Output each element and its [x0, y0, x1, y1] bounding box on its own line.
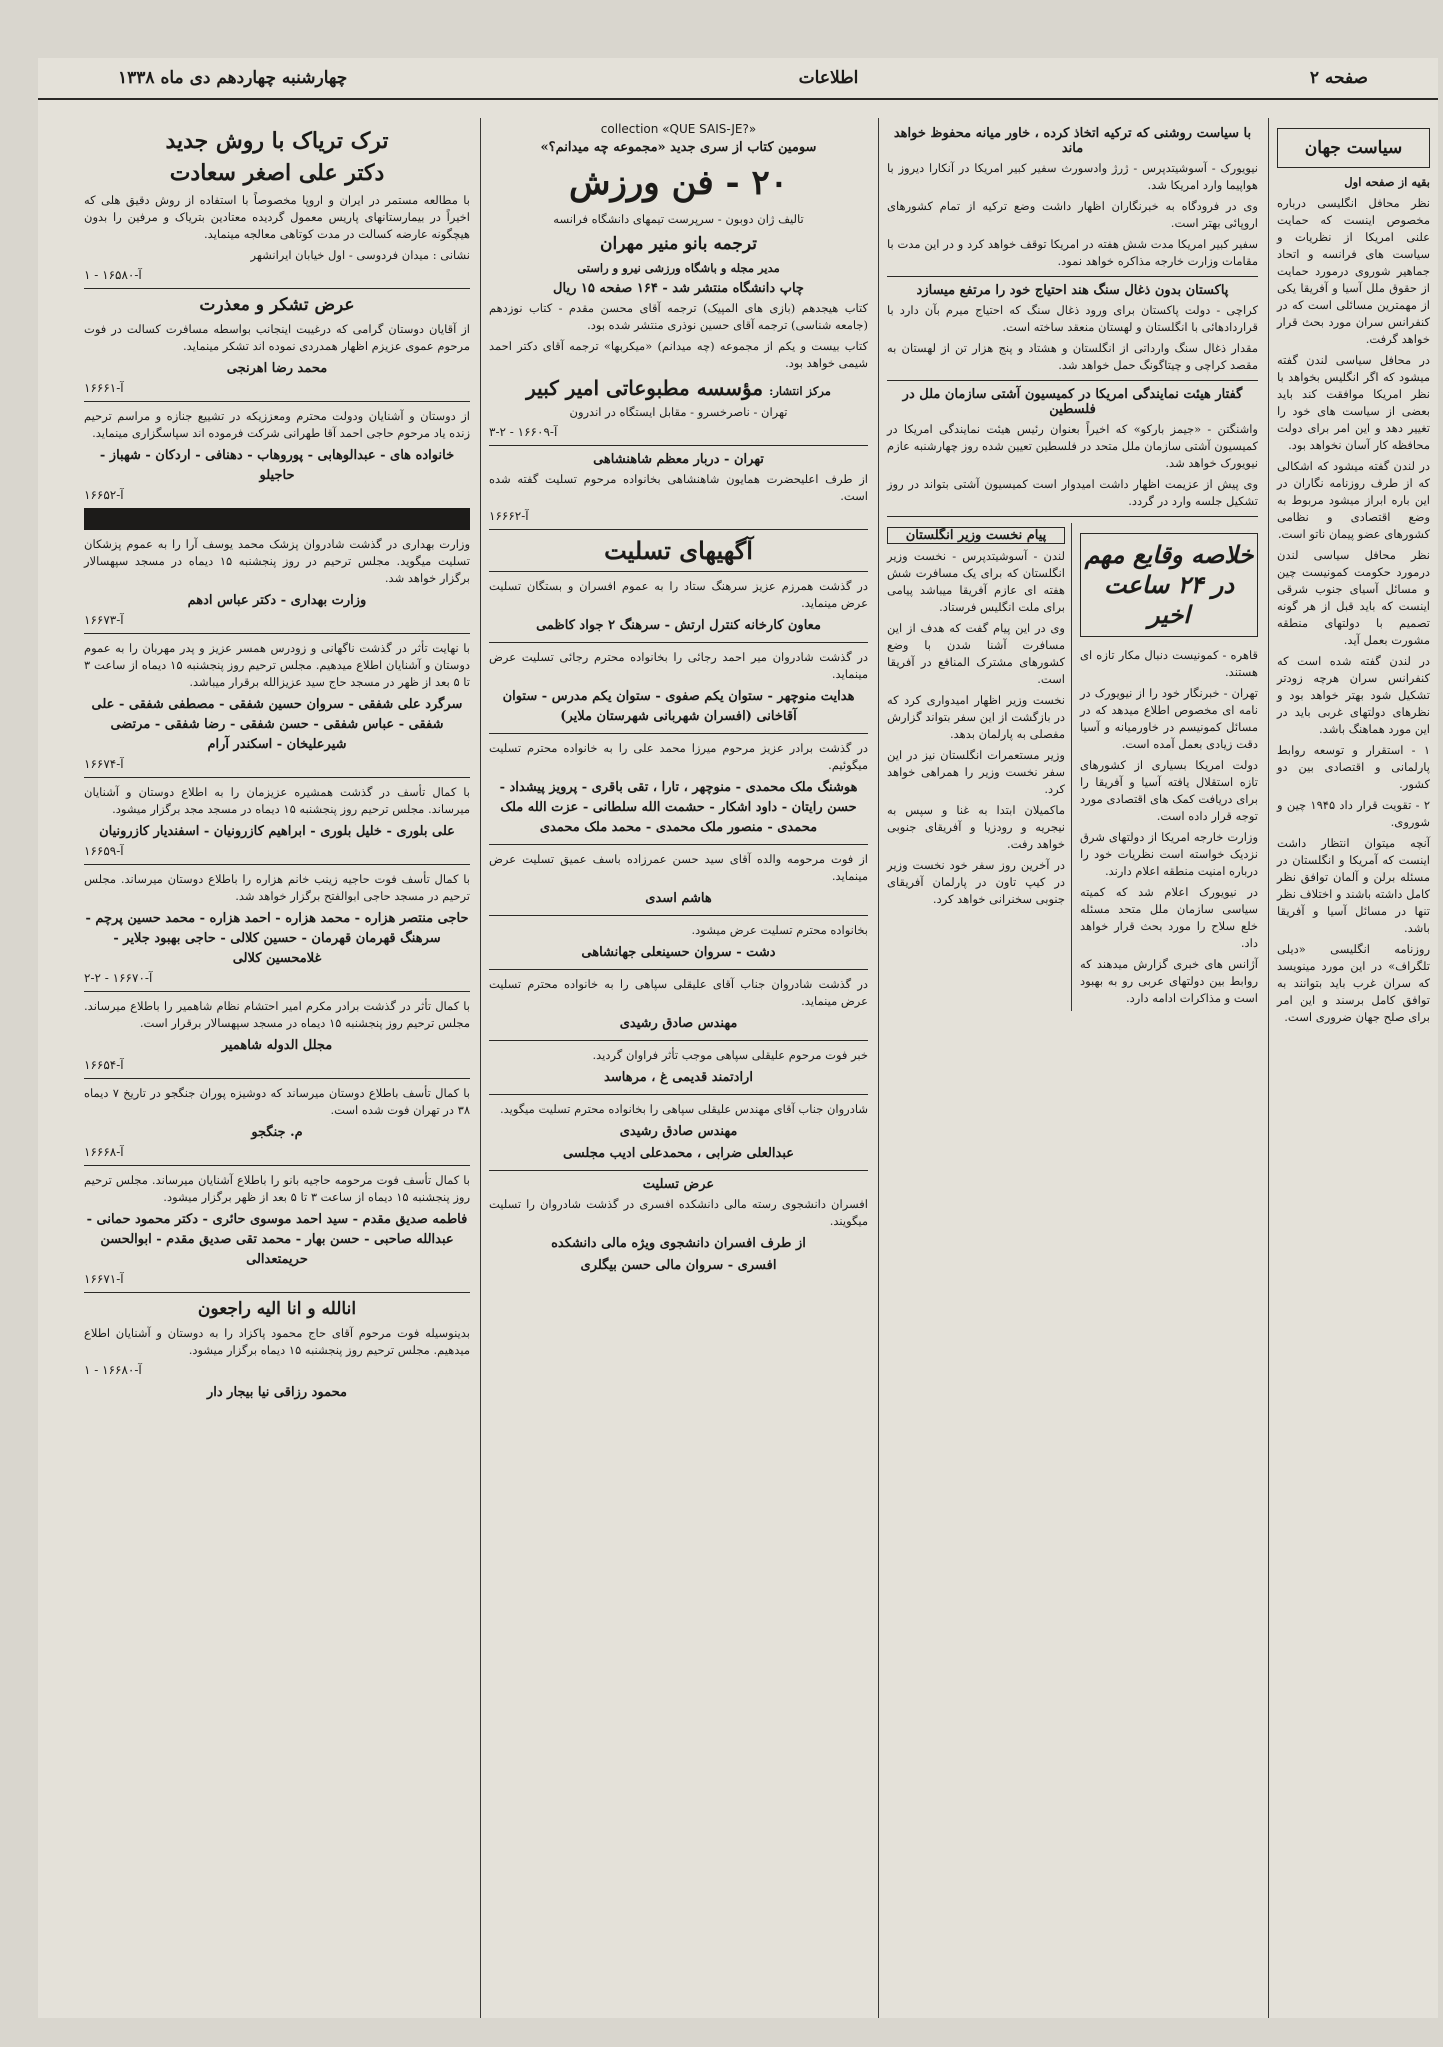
politics-title: سیاست جهان	[1304, 138, 1403, 158]
politics-paragraph: آنچه میتوان انتظار داشت اینست که آمریکا و انگلستان در مسئله برلن و آلمان توافق نظر کامل داشته باشند و اختلاف نظر تنها در مسائل آسیا و آفریقا باشد.	[1277, 836, 1430, 935]
divider	[489, 1170, 868, 1171]
politics-paragraph: در لندن گفته میشود که اشکالی که از طرف روزنامه نگاران در این باره ابراز میشود مربوط به وضع اقتصادی و نظامی کشورهای عضو پیمان ناتو است.	[1277, 459, 1430, 541]
divider	[84, 991, 470, 992]
divider	[84, 633, 470, 634]
ad-code: آ-۱۶۶۷۰ - ۲-۲	[84, 971, 153, 985]
divider	[84, 401, 470, 402]
condolence-text: از فوت مرحومه والده آقای سید حسن عمرزاده باسف عمیق تسلیت عرض مینماید.	[489, 852, 868, 883]
news-lower-right	[1080, 523, 1258, 1011]
ad-code: آ-۱۶۶۶۲	[489, 509, 529, 523]
book-note: کتاب هیجدهم (بازی های المپیک) ترجمه آقای محسن مقدم - کتاب نوزدهم (جامعه شناسی) ترجمه آقای حسین نوذری منتشر شده بود.	[489, 301, 868, 332]
notice-names: حاجی منتصر هزاره - محمد هزاره - احمد هزاره - محمد حسین پرچم - سرهنگ قهرمان قهرمان - حسین کلالی - حاجی بهبود جلایر - غلامحسین کلالی	[85, 911, 469, 966]
ad-code: آ-۱۶۶۵۹	[84, 844, 124, 858]
condolence-text: در گذشت شادروان جناب آقای علیقلی سپاهی را به خانواده محترم تسلیت عرض مینماید.	[489, 977, 868, 1008]
book-translator: ترجمه بانو منیر مهران	[599, 234, 758, 254]
ad-code: آ-۱۶۶۵۴	[84, 1058, 124, 1072]
paper-name: اطلاعات	[798, 68, 859, 88]
notice-title: انالله و انا الیه راجعون	[197, 1299, 357, 1319]
politics-paragraph: نظر محافل سیاسی لندن درمورد حکومت کمونیست چین و مسائل آسیای جنوب شرقی اینست که باید قبل از هر گونه تصمیم با دولتهای منطقه مشورت بعمل آید.	[1277, 548, 1430, 647]
condolence-section-title: آگهیهای تسلیت	[604, 536, 753, 565]
news-paragraph: مقدار ذغال سنگ وارداتی از انگلستان و هشتاد و پنج هزار تن از لهستان به مقصد کراچی و چیتاگونگ حمل خواهد شد.	[887, 341, 1258, 372]
opium-ad-title: ترک تریاک با روش جدید	[165, 128, 389, 154]
ad-code: آ-۱۶۶۶۸	[84, 1145, 124, 1159]
divider	[887, 276, 1258, 277]
divider	[84, 777, 470, 778]
ad-code: آ-۱۶۵۸۰ - ۱	[84, 268, 142, 282]
news-paragraph: لندن - آسوشیتدپرس - نخست وزیر انگلستان که برای یک مسافرت شش هفته ای عازم آفریقا میباشد پیامی برای ملت انگلیس فرستاد.	[887, 549, 1065, 614]
headline-uk-pm: پیام نخست وزیر انگلستان	[887, 527, 1065, 544]
notice-names: سرگرد علی شفقی - سروان حسین شفقی - مصطفی شفقی - علی شفقی - عباس شفقی - حسن شفقی - رضا شفقی - مرتضی شیرعلیخان - اسکندر آرام	[91, 697, 463, 752]
summary-paragraph: دولت امریکا بسیاری از کشورهای تازه استقلال یافته آسیا و آفریقا را برای دریافت کمک های اقتصادی مورد توجه قرار داده است.	[1080, 758, 1258, 823]
news-paragraph: وی در این پیام گفت که هدف از این مسافرت آشنا شدن با وضع کشورهای مشترک المنافع در آفریقا است.	[887, 621, 1065, 686]
news-paragraph: سفیر کبیر امریکا مدت شش هفته در امریکا توقف خواهد کرد و در این مدت با مقامات وزارت خارجه مذاکره خواهد نمود.	[887, 237, 1258, 268]
book-series: سومین کتاب از سری جدید «مجموعه چه میدانم؟»	[540, 140, 817, 155]
signature: افسری - سروان مالی حسن بیگلری	[580, 1258, 777, 1273]
opium-ad-address: نشانی : میدان فردوسی - اول خیابان ایرانشهر	[250, 248, 470, 262]
issue-date: چهارشنبه چهاردهم دی ماه ۱۳۳۸	[118, 68, 348, 88]
summary-paragraph: وزارت خارجه امریکا از دولتهای شرق نزدیک خواسته است نظریات خود را درباره امنیت منطقه اعلام دارند.	[1080, 830, 1258, 878]
divider	[84, 1292, 470, 1293]
divider	[84, 288, 470, 289]
thanks-title: عرض تسلیت	[642, 1177, 715, 1192]
summary-paragraph: قاهره - کمونیست دنبال مکار تازه ای هستند.	[1080, 648, 1258, 679]
book-title: ۲۰ - فن ورزش	[568, 163, 789, 203]
notice-signature: محمود رزاقی نیا بیجار دار	[206, 1385, 348, 1400]
divider	[489, 642, 868, 643]
news-paragraph: وی پیش از عزیمت اظهار داشت امیدوار است کمیسیون آشتی بتواند در روز تشکیل جلسه وارد در گردد.	[887, 477, 1258, 508]
column-world-politics	[1268, 118, 1438, 2018]
opium-ad-doctor: دکتر علی اصغر سعادت	[169, 160, 385, 186]
politics-subtitle: بقیه از صفحه اول	[1344, 175, 1430, 189]
black-bar-divider	[84, 508, 470, 530]
notice-text: از دوستان و آشنایان ودولت محترم ومعززیکه در تشییع جنازه و مراسم ترحیم زنده یاد مرحوم حاجی احمد آقا طهرانی شرکت فرموده اند سپاسگزاری مینماید.	[84, 409, 470, 440]
divider	[84, 1078, 470, 1079]
notice-names: فاطمه صدیق مقدم - سید احمد موسوی حائری - دکتر محمود حمانی - عبدالله صاحبی - حسن بهار - محمد تقی صدیق مقدم - ابوالحسن حریمتعدالی	[86, 1212, 468, 1267]
news-lower-left	[887, 523, 1072, 1011]
news-lower-split	[887, 523, 1258, 1011]
ad-code: آ-۱۶۶۶۱	[84, 381, 124, 395]
divider	[887, 380, 1258, 381]
thanks-apology-name: محمد رضا اهرنجی	[226, 361, 328, 376]
notice-text: با نهایت تأثر در گذشت ناگهانی و زودرس همسر عزیز و پدر مهربان را به عموم دوستان و آشنایان اطلاع میدهیم. مجلس ترحیم روز پنجشنبه ۱۵ دیماه از ساعت ۳ تا ۵ بعد از ظهر در مسجد حاج سید عزیزالله برقرار میباشد.	[84, 641, 470, 689]
notice-names: خانواده های - عبدالوهابی - پوروهاب - دهنافی - اردکان - شهباز - حاجیلو	[99, 448, 455, 483]
thanks-apology-text: از آقایان دوستان گرامی که درغیبت اینجانب بواسطه مسافرت کسالت در فوت مرحوم عموی عزیزم اظهار همدردی نموده اند تشکر مینماید.	[84, 322, 470, 353]
summary-paragraph: تهران - خبرنگار خود را از نیویورک در نامه ای مخصوص اطلاع میدهد که در مسائل کمونیسم در خاورمیانه و آسیا دقت زیادی بعمل آمده است.	[1080, 686, 1258, 751]
translator-note: مدیر مجله و باشگاه ورزشی نیرو و راستی	[577, 261, 780, 275]
column-news	[878, 118, 1266, 2018]
divider	[489, 571, 868, 572]
ad-code: آ-۱۶۶۰۹ - ۲-۳	[489, 425, 558, 439]
ad-code: آ-۱۶۶۷۴	[84, 757, 124, 771]
condolence-names: عبدالعلی ضرابی ، محمدعلی ادیب مجلسی	[562, 1146, 795, 1161]
ad-code: آ-۱۶۶۷۳	[84, 613, 124, 627]
signature-line: از طرف افسران دانشجوی ویژه مالی دانشکده	[551, 1236, 806, 1251]
divider	[84, 1165, 470, 1166]
condolence-text: در گذشت شادروان میر احمد رجائی را بخانواده محترم رجائی تسلیت عرض مینماید.	[489, 650, 868, 681]
condolence-names: دشت - سروان حسینعلی جهانشاهی	[581, 945, 776, 960]
notice-names: مجلل الدوله شاهمیر	[221, 1038, 333, 1053]
thanks-text: افسران دانشجوی رسته مالی دانشکده افسری در گذشت شادروان را تسلیت میگویند.	[489, 1197, 868, 1228]
condolence-text: بخانواده محترم تسلیت عرض میشود.	[691, 923, 868, 937]
notice-text: وزارت بهداری در گذشت شادروان پزشک محمد یوسف آرا را به عموم پزشکان تسلیت میگوید. مجلس ترحیم در روز پنجشنبه ۱۵ دیماه در مسجد سپهسالار برگزار خواهد شد.	[84, 537, 470, 585]
condolence-names: معاون کارخانه کنترل ارتش - سرهنگ ۲ جواد کاظمی	[536, 618, 821, 633]
notice-names: علی بلوری - خلیل بلوری - ابراهیم کازرونیان - اسفندیار کازرونیان	[99, 824, 455, 839]
condolence-text: خبر فوت مرحوم علیقلی سپاهی موجب تأثر فراوان گردید.	[592, 1048, 868, 1062]
divider	[84, 864, 470, 865]
news-paragraph: ماکمیلان ابتدا به غنا و سپس به نیجریه و رودزیا و آفریقای جنوبی خواهد رفت.	[887, 803, 1065, 851]
condolence-names: هوشنگ ملک محمدی - منوچهر ، تارا ، تقی باقری - پرویز پیشداد - حسن رایتان - داود اشکار - حشمت الله سلطانی - عزت الله ملک محمدی - منصور ملک محمدی - محمد ملک محمدی	[499, 780, 858, 835]
notice-text: با کمال تأسف فوت مرحومه حاجیه بانو را باطلاع آشنایان میرساند. مجلس ترحیم روز پنجشنبه ۱۵ دیماه از ساعت ۳ تا ۵ بعد از ظهر برگزار میشود.	[84, 1173, 470, 1204]
condolence-text: در گذشت همرزم عزیز سرهنگ ستاد را به عموم افسران و بستگان تسلیت عرض مینماید.	[489, 579, 868, 610]
politics-paragraph: نظر محافل انگلیسی درباره مخصوص اینست که حمایت علنی امریکا از نظریات و سیاست های فرانسه و اتحاد جماهیر شوروی درمورد حمایت از حقوق ملل آسیا و آفریقا یکی از مهمترین مسائلی است که در کنفرانس سران مورد بحث قرار خواهد گرفت.	[1277, 196, 1430, 346]
distributor-label: مرکز انتشار:	[769, 384, 831, 398]
book-author: تالیف ژان دوبون - سرپرست تیمهای دانشگاه فرانسه	[553, 212, 804, 226]
politics-paragraph: در لندن گفته شده است که کنفرانس سران هرچه زودتر تشکیل شود بهتر خواهد بود و نظرهای دولتهای غربی باید در این مورد هماهنگ باشد.	[1277, 654, 1430, 736]
condolence-text: شادروان جناب آقای مهندس علیقلی سپاهی را بخانواده محترم تسلیت میگوید.	[499, 1102, 868, 1116]
news-paragraph: واشنگتن - «جیمز بارکو» که اخیراً بعنوان رئیس هیئت نمایندگی امریکا در کمیسیون آشتی سازمان ملل متحد در فلسطین تعیین شده روز چهارشنبه عازم نیویورک خواهد شد.	[887, 422, 1258, 470]
notice-text: با کمال تأثر در گذشت برادر مکرم امیر احتشام نظام شاهمیر را باطلاع میرساند. مجلس ترحیم روز پنجشنبه ۱۵ دیماه در مسجد سپهسالار برقرار است.	[84, 999, 470, 1030]
divider	[887, 516, 1258, 517]
newspaper-page	[38, 58, 1438, 2018]
notice-text: با کمال تأسف باطلاع دوستان میرساند که دوشیزه پوران جنگجو در تاریخ ۷ دیماه ۳۸ در تهران فوت شده است.	[84, 1086, 470, 1117]
condolence-names: مهندس صادق رشیدی	[619, 1124, 738, 1139]
condolence-names: هدایت منوچهر - ستوان یکم صفوی - ستوان یکم مدرس - ستوان آقاخانی (افسران شهربانی شهرستان ملایر)	[502, 689, 855, 724]
summary-paragraph: در نیویورک اعلام شد که کمیته سیاسی سازمان ملل متحد مسئله خلع سلاح را مورد بحث قرار خواهد داد.	[1080, 885, 1258, 950]
notice-text: بدینوسیله فوت مرحوم آقای حاج محمود پاکزاد را به دوستان و آشنایان اطلاع میدهیم. مجلس ترحیم روز پنجشنبه ۱۵ دیماه برگزار میشود.	[84, 1326, 470, 1357]
politics-point: ۲ - تقویت قرار داد ۱۹۴۵ چین و شوروی.	[1277, 798, 1430, 829]
distributor-address: تهران - ناصرخسرو - مقابل ایستگاه در اندرون	[569, 405, 788, 419]
page-header	[38, 58, 1438, 100]
book-collection: collection «QUE SAIS-JE?»	[600, 122, 757, 136]
news-paragraph: کراچی - دولت پاکستان برای ورود ذغال سنگ که احتیاج میرم بآن دارد با قراردادهائی با انگلستان و لهستان منعقد ساخته است.	[887, 303, 1258, 334]
thanks-apology-title: عرض تشکر و معذرت	[199, 295, 355, 315]
news-paragraph: وزیر مستعمرات انگلستان نیز در این سفر نخست وزیر را همراهی خواهد کرد.	[887, 748, 1065, 796]
page-number: صفحه ۲	[1309, 68, 1368, 88]
news-paragraph: در آخرین روز سفر خود نخست وزیر در کیپ تاون در پارلمان آفریقای جنوبی سخنرانی خواهد کرد.	[887, 858, 1065, 906]
divider	[489, 844, 868, 845]
ad-code: آ-۱۶۶۵۲	[84, 488, 124, 502]
distributor-name: مؤسسه مطبوعاتی امیر کبیر	[526, 376, 764, 400]
condolence-names: هاشم اسدی	[645, 891, 712, 906]
notice-signature: م. جنگجو	[251, 1125, 303, 1140]
court-title: تهران - دربار معظم شاهنشاهی	[593, 452, 764, 467]
news-paragraph: وی در فرودگاه به خبرنگاران اظهار داشت وضع ترکیه از تمام کشورهای اروپائی بهتر است.	[887, 199, 1258, 230]
ad-code: آ-۱۶۶۸۰ - ۱	[84, 1363, 142, 1377]
opium-ad-text: با مطالعه مستمر در ایران و اروپا مخصوصاً با استفاده از روش دقیق هلی که اخیراً در بیمارستانهای پاریس معمول گردیده معتادین بتریاک و مرفین را بدون هیچگونه عارضه کسالت در مدت کوتاهی معالجه مینماید.	[84, 193, 470, 241]
news-paragraph: نیویورک - آسوشیتدپرس - ژرژ وادسورث سفیر کبیر امریکا در آنکارا دیروز با هواپیما وارد امریکا شد.	[887, 161, 1258, 192]
politics-paragraph: روزنامه انگلیسی «دیلی تلگراف» در این مورد مینویسد که سران غرب باید بتوانند به توافق کامل برسند و این امر برای صلح جهان ضروری است.	[1277, 942, 1430, 1024]
book-note: کتاب بیست و یکم از مجموعه (چه میدانم) «میکربها» ترجمه آقای دکتر احمد شیمی خواهد بود.	[489, 339, 868, 370]
divider	[489, 1094, 868, 1095]
condolence-text: در گذشت برادر عزیز مرحوم میرزا محمد علی را به خانواده محترم تسلیت میگوئیم.	[489, 741, 868, 772]
divider	[489, 1040, 868, 1041]
condolence-names: مهندس صادق رشیدی	[619, 1016, 738, 1031]
divider	[489, 733, 868, 734]
headline-turkey: با سیاست روشنی که ترکیه اتخاذ کرده ، خاور میانه محفوظ خواهد ماند	[893, 126, 1252, 156]
court-text: از طرف اعلیحضرت همایون شاهنشاهی بخانواده مرحوم تسلیت گفته شده است.	[489, 472, 868, 503]
politics-point: ۱ - استقرار و توسعه روابط پارلمانی و اقتصادی بین دو کشور.	[1277, 743, 1430, 791]
notice-text: با کمال تأسف در گذشت همشیره عزیزمان را به اطلاع دوستان و آشنایان میرساند. مجلس ترحیم روز پنجشنبه ۱۵ دیماه در مسجد مجد برگزار میشود.	[84, 785, 470, 816]
divider	[489, 915, 868, 916]
condolence-names: ارادتمند قدیمی غ ، مرهاسد	[604, 1070, 753, 1085]
column-ads-left	[76, 118, 478, 2018]
ad-code: آ-۱۶۶۷۱	[84, 1272, 124, 1286]
notice-text: با کمال تأسف فوت حاجیه زینب خانم هزاره را باطلاع دوستان میرساند. مجلس ترحیم در مسجد حاجی ابوالفتح برگزار خواهد شد.	[84, 872, 470, 903]
distributor-row	[489, 376, 868, 404]
politics-title-box	[1277, 128, 1430, 168]
news-paragraph: نخست وزیر اظهار امیدواری کرد که در بازگشت از این سفر بتواند گزارش مفصلی به پارلمان بدهد.	[887, 693, 1065, 741]
divider	[489, 445, 868, 446]
notice-signature: وزارت بهداری - دکتر عباس ادهم	[187, 593, 367, 608]
divider	[489, 529, 868, 530]
summary-paragraph: آژانس های خبری گزارش میدهند که روابط بین دولتهای عربی رو به بهبود است و مذاکرات ادامه دارد.	[1080, 957, 1258, 1005]
book-pub-info: چاپ دانشگاه منتشر شد - ۱۶۴ صفحه ۱۵ ریال	[553, 281, 804, 296]
headline-pakistan: پاکستان بدون ذغال سنگ هند احتیاج خود را مرتفع میسازد	[916, 283, 1229, 298]
summary-calligraphy-title: خلاصه وقایع مهم در ۲۴ ساعت اخیر	[1080, 533, 1258, 637]
headline-palestine: گفتار هیئت نمایندگی امریکا در کمیسیون آشتی سازمان ملل در فلسطین	[902, 387, 1243, 417]
divider	[489, 969, 868, 970]
column-ads-middle	[480, 118, 876, 2018]
politics-paragraph: در محافل سیاسی لندن گفته میشود که اگر انگلیس بخواهد با نظر امریکا موافقت کند باید بعضی از سیاست های خود را تغییر دهد و این امر برای دولت محافظه کار آسان نخواهد بود.	[1277, 353, 1430, 452]
